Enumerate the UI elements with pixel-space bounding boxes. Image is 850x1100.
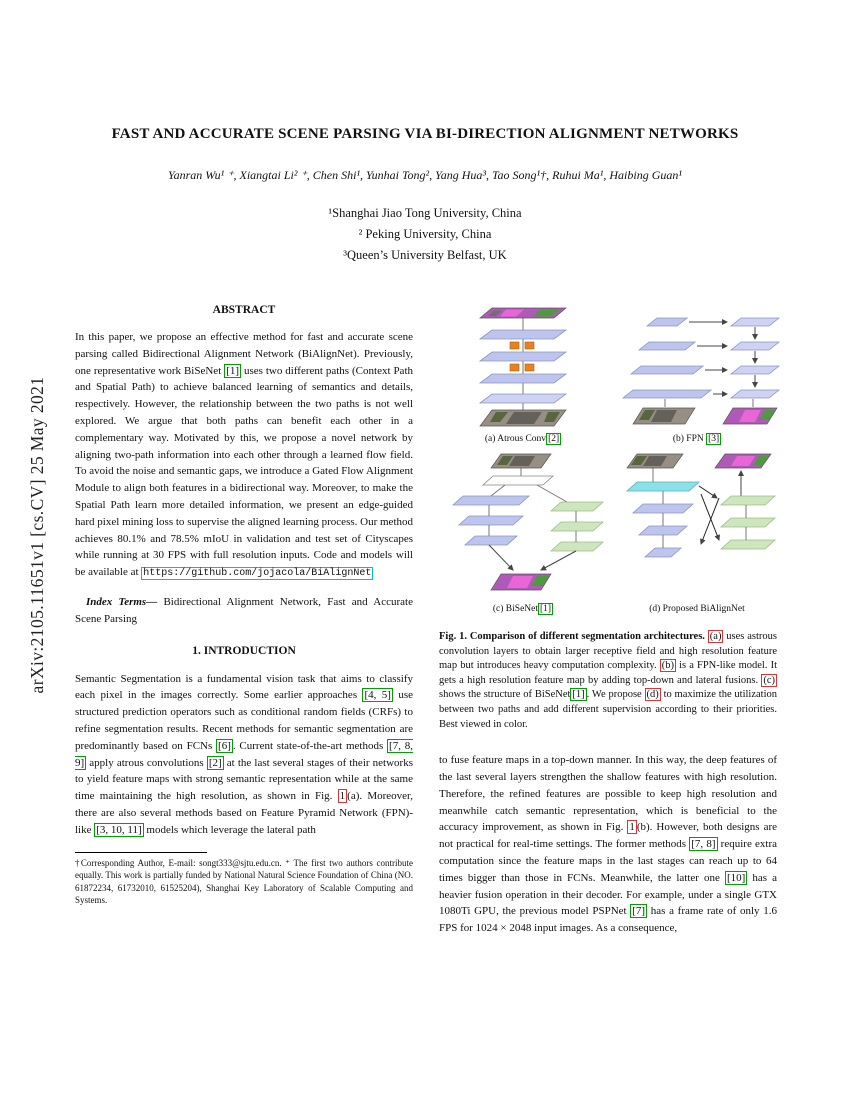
footnote-divider [75,852,207,853]
figure-ref-link[interactable]: 1 [339,790,346,803]
feature-layer [483,476,553,485]
fusion-arrow [489,545,513,570]
text-run: (a). Moreover, there are also several methods based on Feature Pyramid Network (FPN)-like [75,790,414,836]
text-run: Bidirectional Alignment Network, Fast and Accurate Scene Parsing [75,595,413,625]
text-run: (b). However, both designs are not practical for real-time settings. The former methods [439,821,777,851]
text-run: models which leverage the lateral path [143,823,316,836]
affiliation-line: ³Queen’s University Belfast, UK [343,248,507,262]
code-url-link[interactable]: https://github.com/jojacola/BiAlignNet [143,568,372,580]
text-run: Comparison of different segmentation architectures. [469,631,708,642]
citation-link[interactable]: [1] [540,604,552,614]
feature-layer [731,390,779,398]
text-run: (d) Proposed BiAlignNet [649,604,745,614]
figure-ref-link[interactable]: (d) [646,689,659,701]
citation-link[interactable]: [2] [208,756,222,769]
figure-ref-link[interactable]: (a) [709,631,722,642]
feature-layer [731,318,779,326]
text-run: Fig. 1 [439,631,465,642]
citation-link[interactable]: [10] [726,871,746,884]
index-terms [75,594,413,628]
feature-layer [551,542,603,551]
citation-link[interactable]: [3, 10, 11] [96,823,142,836]
subfigure-d [613,452,781,614]
feature-layer [721,518,775,527]
subfigure-d-caption [649,604,745,614]
right-column-paragraph [439,752,777,937]
atrous-conv-diagram [448,304,598,432]
citation-link[interactable]: [2] [548,434,560,444]
text-run: In this paper, we propose an effective method for fast and accurate scene parsing called Bidirectional Alignment Network (BiAlignNet). Previously, one representative work BiSeNet [75,331,413,377]
text-run: has a heavier fusion operation in their decoder. For example, under a single GTX 1080Ti GPU, the previous model PSPNet [439,871,778,918]
right-column [439,304,777,937]
text-run: (a) Atrous Conv [484,434,547,444]
citation-link[interactable]: [3] [708,434,720,444]
atrous-conv-block [510,364,519,371]
text-run: apply atrous convolutions [86,756,207,769]
footnote-block [75,852,413,907]
citation-link[interactable]: [7] [632,905,646,918]
citation-link[interactable]: [7, 8] [691,838,716,851]
segmentation-map [723,408,777,424]
two-column-body [75,304,777,937]
text-run: Semantic Segmentation is a fundamental vision task that aims to classify each pixel in the images correctly. Some earlier approaches [75,672,413,702]
figure-1-caption [439,630,777,732]
atrous-conv-block [510,342,519,349]
fpn-diagram [613,304,781,432]
input-image [480,410,566,426]
citation-link[interactable]: [1] [226,364,240,377]
subfigure-a [439,304,607,444]
bisenet-diagram [439,452,607,602]
input-image [627,454,683,468]
bidirectional-align-arrow [701,498,719,544]
feature-layer [645,548,681,557]
introduction-paragraph [75,671,413,839]
feature-layer [551,522,603,531]
text-run: is a FPN-like model. It gets a high resolution feature map by adding top-down and lateral fusions. [439,660,778,686]
text-run: to maximize the utilization between two paths and add different supervision according to their priorities. Best viewed in color. [439,689,777,730]
feature-layer [480,374,566,383]
feature-layer [721,540,775,549]
feature-layer [465,536,517,545]
introduction-heading: 1. INTRODUCTION [192,644,296,657]
feature-layer [480,352,566,361]
segmentation-map [715,454,771,468]
arxiv-watermark: arXiv:2105.11651v1 [cs.CV] 25 May 2021 [27,376,47,694]
text-run: shows the structure of BiSeNet [439,689,571,701]
feature-layer [480,394,566,403]
subfigure-b-caption [673,434,721,444]
subfigure-b [613,304,781,444]
text-run: has a frame rate of only 1.6 FPS for 1024 × 2048 input images. As a consequence, [439,905,777,935]
left-column [75,304,413,937]
segmentation-map [491,574,551,590]
footnote-text: †Corresponding Author, E-mail: songt333@sjtu.edu.cn. ⁺ The first two authors contribute equally. This work is partially funded by National Natural Science Foundation of China (NO. 61872234, 61732010, 61525204), Shanghai Key Laboratory of Scalable Computing and Systems. [75,857,413,906]
text-run: to fuse feature maps in a top-down manner. In this way, the deep features of the last several layers strengthen the shallow features with high resolution. Therefore, the refined features are possible to keep high resolution and meanwhile catch semantic representation, which is beneficial to the accuracy improvement, as shown in Fig. [439,754,777,834]
affiliations [0,203,850,266]
affiliation-line: ² Peking University, China [358,227,492,241]
abstract-heading: ABSTRACT [212,304,276,316]
text-run: . Current state-of-the-art methods [232,739,388,752]
feature-layer [633,504,693,513]
feature-layer [459,516,523,525]
feature-layer [721,496,775,505]
author-line: Yanran Wu¹ ⁺, Xiangtai Li² ⁺, Chen Shi¹, Yunhai Tong², Yang Hua³, Tao Song¹†, Ruhui Ma¹, Haibing Guan¹ [168,168,682,182]
citation-link[interactable]: [1] [572,689,585,701]
subfigure-c [439,452,607,614]
citation-link[interactable]: [6] [218,739,231,752]
text-run: Index Terms— [86,595,164,608]
feature-layer [551,502,603,511]
feature-layer [731,342,779,350]
aligned-feature-layer [627,482,699,491]
text-run: (c) BiSeNet [492,604,539,614]
subfigure-a-caption [485,434,561,444]
text-run: uses two different paths (Context Path and Spatial Path) to achieve balanced learning of semantics and details, respectively. However, the relationship between the two paths is not well explored. We argue that both paths can benefit each other in a complementary way. Motivated by this, we propose a novel network by aligning two-path information into each other through a learned flow field. To avoid the noise and semantic gaps, we introduce a Gated Flow Alignment Module to align both features in a bidirectional way. Moreover, to make the Spatial Path learn more detailed information, we present an edge-guided hard pixel mining loss to supervise the aligned learning process. Our method achieves 80.1% and 78.5% mIoU in validation and test set of Cityscapes while running at 30 FPS with full resolution inputs. Code and models will be available at [75,364,414,579]
feature-layer [647,318,687,326]
bidirectional-align-arrow [701,494,719,540]
feature-layer [639,342,695,350]
figure-ref-link[interactable]: (b) [661,660,674,672]
text-run: require extra computation since the feature maps in the last stages can reach up to 64 times bigger than those in FCNs. Meanwhile, the latter one [439,838,777,884]
citation-link[interactable]: [4, 5] [364,689,391,702]
feature-layer [631,366,703,374]
atrous-conv-block [525,342,534,349]
text-run: uses astrous convolution layers to obtain larger receptive field and high resolution feature map but introduces heavy computation complexity. [439,631,777,672]
figure-ref-link[interactable]: 1 [629,821,635,834]
paper-title: FAST AND ACCURATE SCENE PARSING VIA BI-DIRECTION ALIGNMENT NETWORKS [111,126,739,142]
text-run: at the last several stages of their networks to yield feature maps with strong semantic representation while at the same time maintaining the high resolution, as shown in Fig. [75,756,413,803]
input-image [491,454,551,468]
subfigure-c-caption [493,604,553,614]
input-image [633,408,695,424]
feature-layer [453,496,529,505]
feature-layer [639,526,687,535]
figure-1-panel [439,304,777,614]
affiliation-line: ¹Shanghai Jiao Tong University, China [328,206,522,220]
abstract-paragraph [75,329,413,583]
text-run: (b) FPN [672,434,707,444]
bialignnet-diagram [613,452,781,602]
text-run: . [464,631,470,642]
paper-header [0,0,850,266]
feature-layer [623,390,711,398]
citation-link[interactable]: [7, 8, 9] [75,739,413,769]
atrous-conv-block [525,364,534,371]
figure-ref-link[interactable]: (c) [763,674,775,686]
feature-layer [731,366,779,374]
text-run: use structured prediction operators such as conditional random fields (CRFs) to refine segmentation results. Recent methods for semantic segmentation are predominantly based on FCNs [75,689,413,752]
feature-layer [480,330,566,339]
segmentation-map [480,308,566,318]
text-run: . We propose [586,689,645,701]
fusion-arrow [541,551,576,570]
